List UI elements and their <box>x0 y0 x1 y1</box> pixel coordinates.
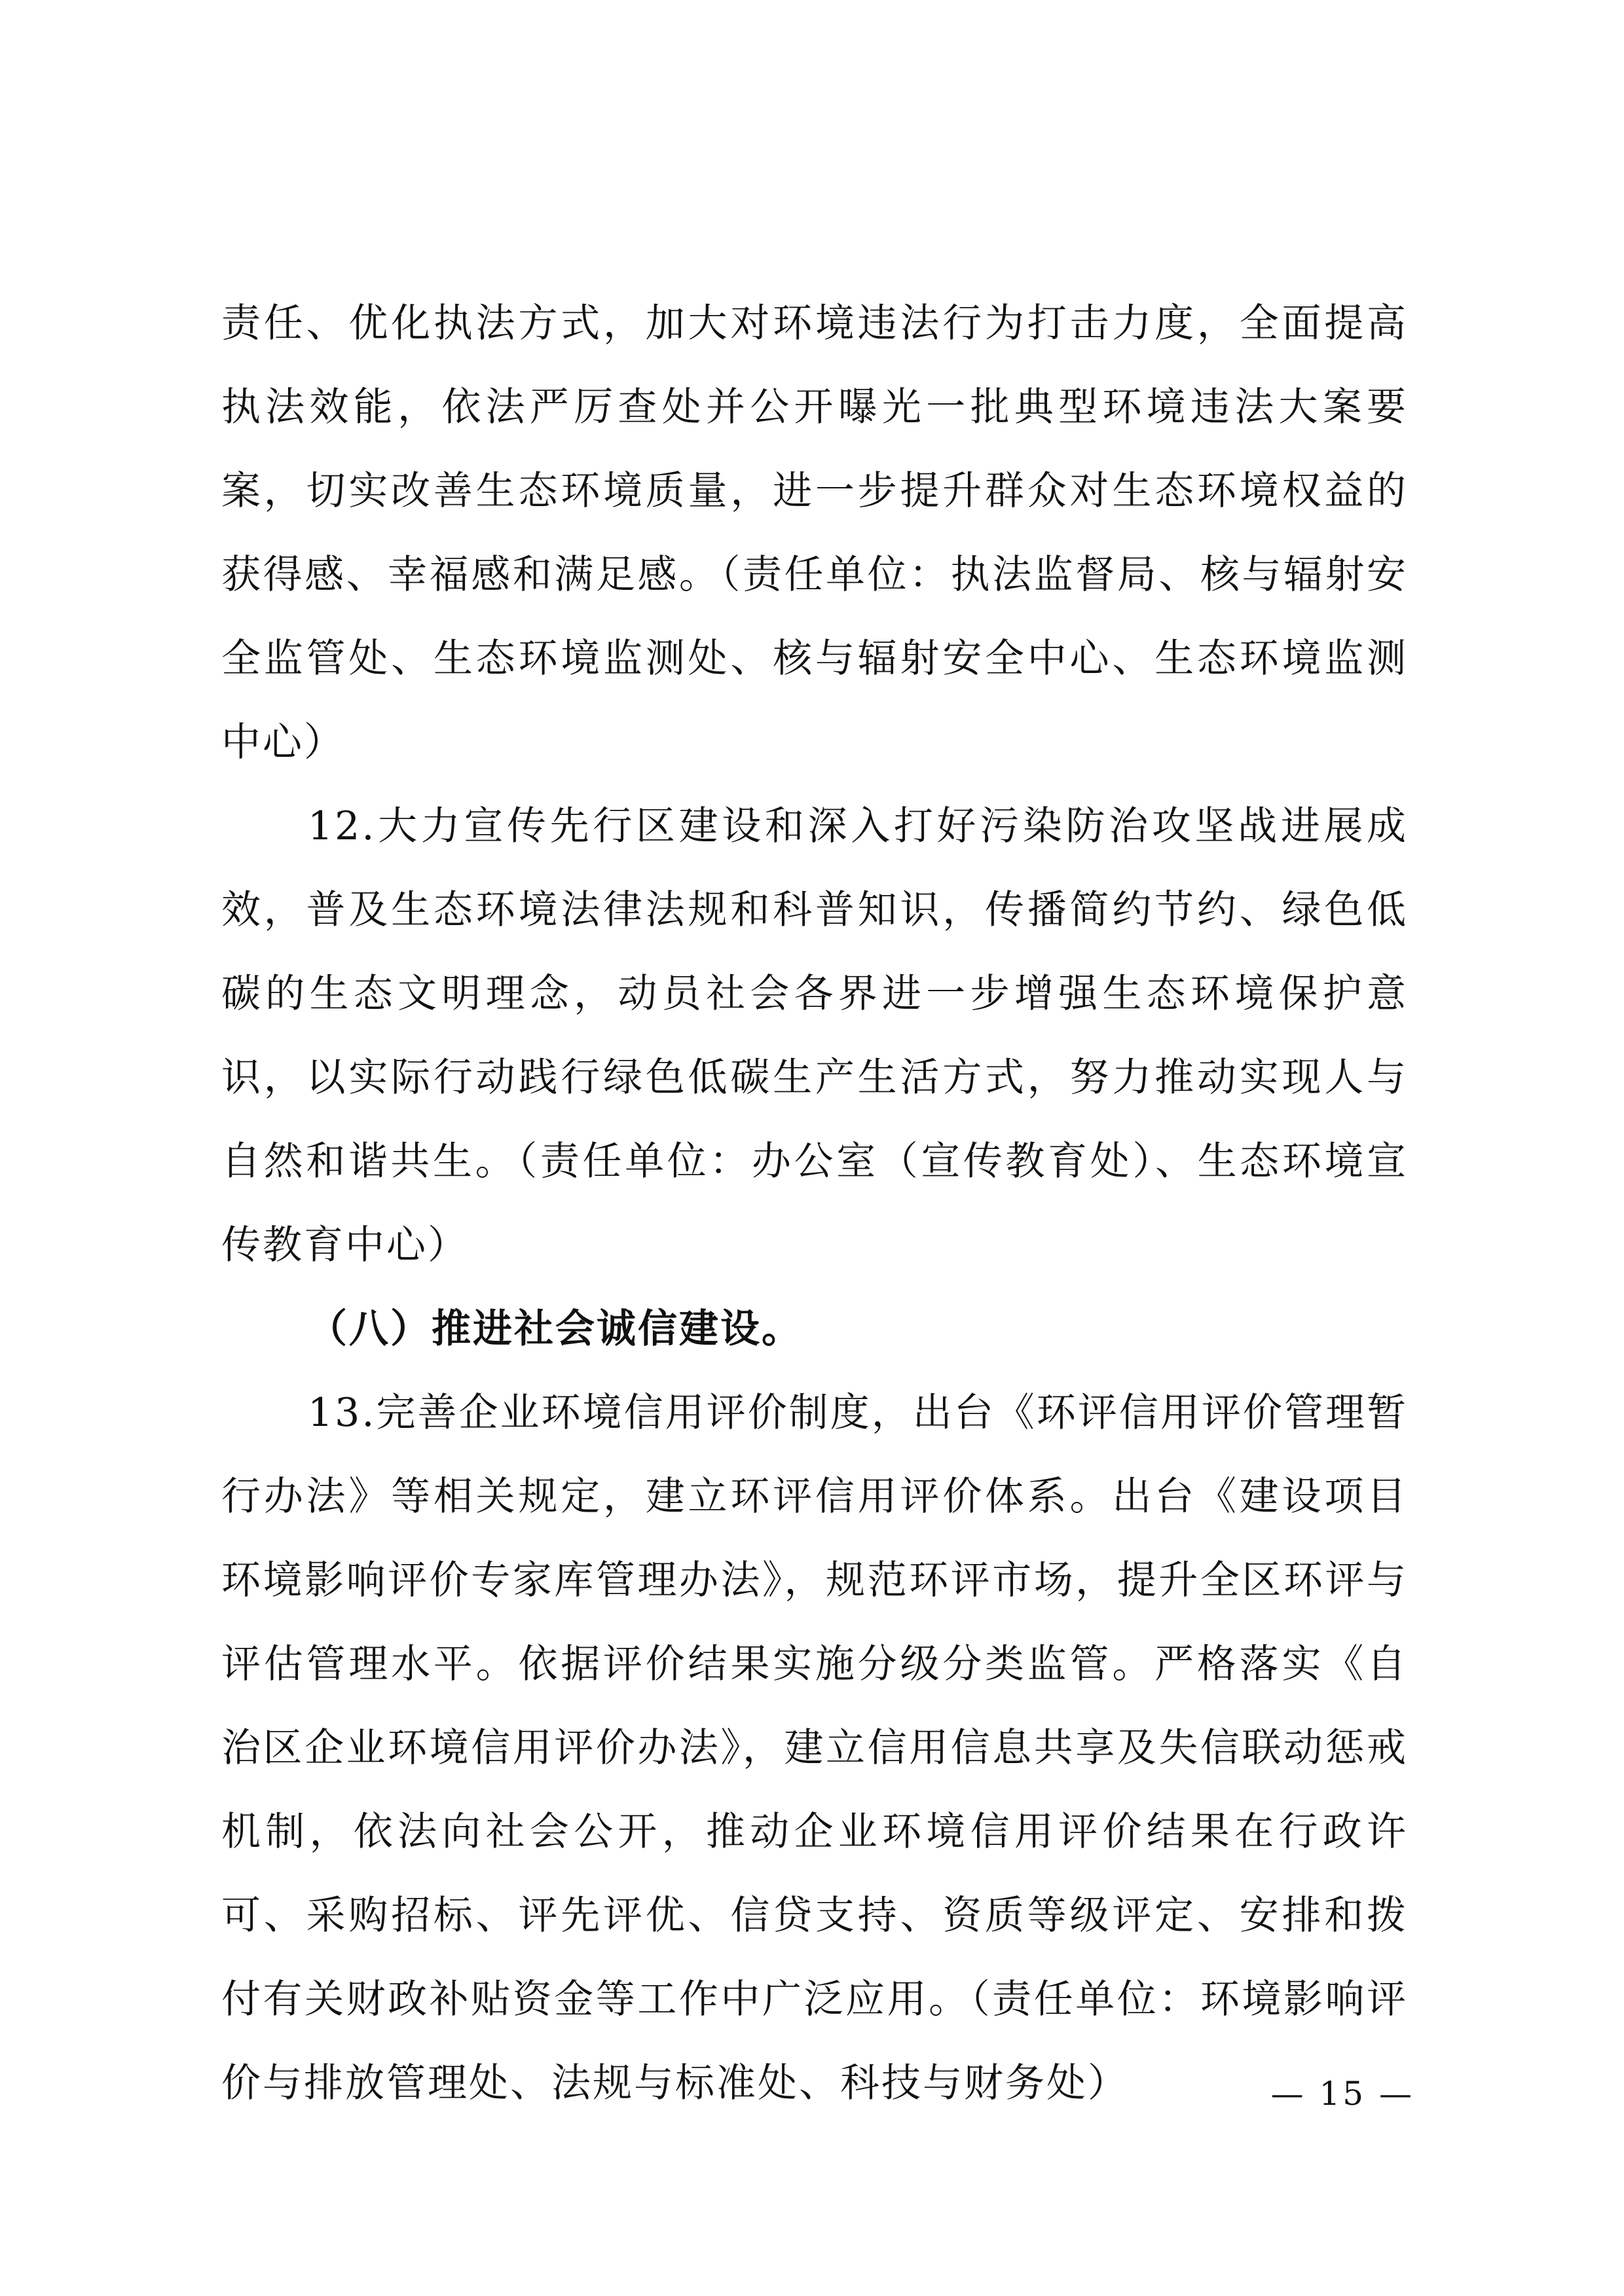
section-heading-8: （八）推进社会诚信建设。 <box>308 1306 803 1352</box>
paragraph-continuation: 责任、优化执法方式，加大对环境违法行为打击力度，全面提高执法效能，依法严厉查处并公开曝光一批典型环境违法大案要案，切实改善生态环境质量，进一步提升群众对生态环境权益的获得感、幸福感和满足感。（责任单位：执法监督局、核与辐射安全监管处、生态环境监测处、核与辐射安全中心、生态环境监测中心） <box>221 301 1408 765</box>
page-number: — 15 — <box>1270 2075 1414 2113</box>
paragraph-item-12: 12.大力宣传先行区建设和深入打好污染防治攻坚战进展成效，普及生态环境法律法规和科普知识，传播简约节约、绿色低碳的生态文明理念，动员社会各界进一步增强生态环境保护意识，以实际行动践行绿色低碳生产生活方式，努力推动实现人与自然和谐共生。（责任单位：办公室（宣传教育处）、生态环境宣传教育中心） <box>221 803 1408 1268</box>
paragraph-item-13: 13.完善企业环境信用评价制度，出台《环评信用评价管理暂行办法》等相关规定，建立环评信用评价体系。出台《建设项目环境影响评价专家库管理办法》，规范环评市场，提升全区环评与评估管理水平。依据评价结果实施分级分类监管。严格落实《自治区企业环境信用评价办法》，建立信用信息共享及失信联动惩戒机制，依法向社会公开，推动企业环境信用评价结果在行政许可、采购招标、评先评优、信贷支持、资质等级评定、安排和拨付有关财政补贴资金等工作中广泛应用。（责任单位：环境影响评价与排放管理处、法规与标准处、科技与财务处） <box>221 1390 1408 2106</box>
document-body <box>221 282 1408 2125</box>
